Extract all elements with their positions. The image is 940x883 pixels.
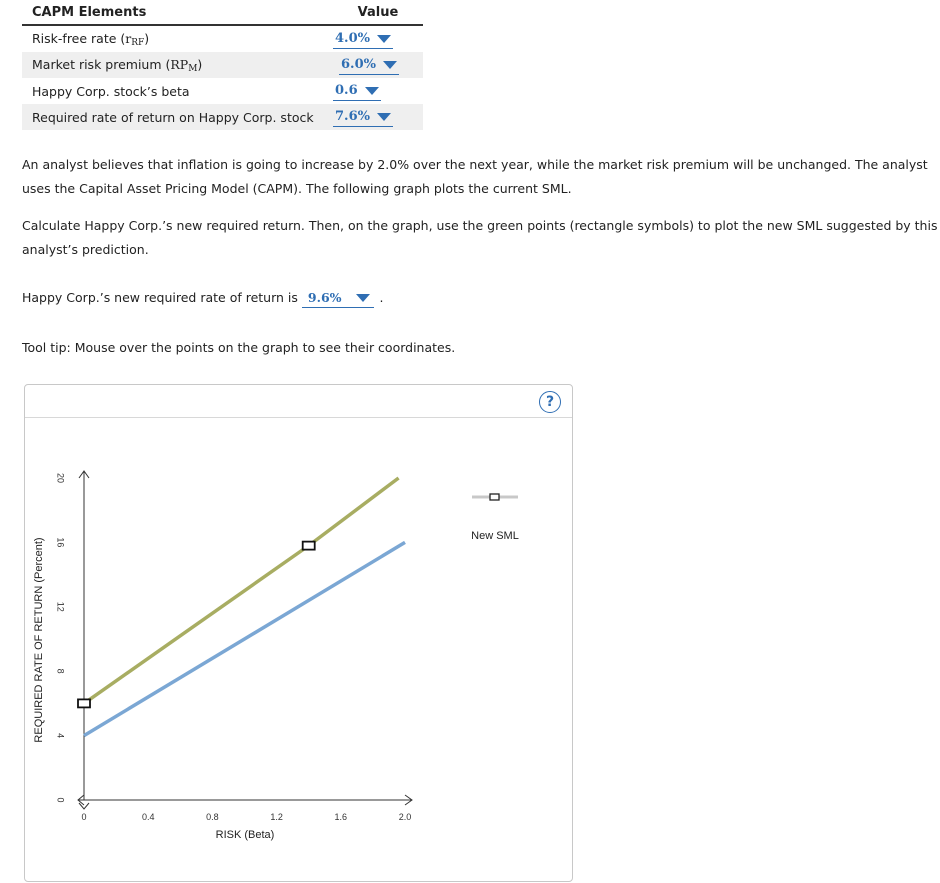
table-row (22, 78, 423, 104)
answer-prefix: Happy Corp.’s new required rate of return is (22, 290, 298, 305)
capm-table (22, 3, 423, 130)
dropdown-value: 9.6% (307, 290, 342, 305)
risk-free-rate-dropdown[interactable] (333, 31, 393, 49)
answer-suffix: . (379, 290, 384, 305)
table-row (22, 52, 423, 78)
y-tick-label: 8 (55, 668, 66, 674)
chevron-down-icon (356, 294, 370, 302)
help-icon[interactable]: ? (539, 391, 561, 413)
table-header-row (22, 3, 423, 25)
chevron-down-icon (377, 113, 391, 121)
graph-panel (24, 384, 573, 882)
new-required-return-dropdown[interactable] (302, 290, 374, 308)
chevron-down-icon (365, 87, 379, 95)
y-axis-label: REQUIRED RATE OF RETURN (Percent) (33, 537, 45, 743)
dropdown-value: 6.0% (341, 56, 376, 72)
row-label: Risk-free rate $(r_{RF})$ (32, 30, 150, 48)
x-tick-label: 0.8 (206, 812, 219, 822)
dropdown-value: 4.0% (335, 30, 370, 46)
table-row (22, 104, 423, 130)
x-tick-label: 1.6 (334, 812, 348, 822)
column-header-elements: CAPM Elements (22, 3, 333, 25)
y-tick-label: 0 (55, 797, 66, 803)
instruction-paragraph: Calculate Happy Corp.’s new required return. Then, on the graph, use the green points (rectangle symbols) to plot the new SML suggested by this analyst’s prediction. (22, 218, 938, 257)
graph-toolbar (25, 385, 572, 418)
beta-dropdown[interactable] (333, 83, 381, 101)
x-tick-label: 2.0 (398, 812, 412, 822)
x-axis-label: RISK (Beta) (215, 829, 275, 841)
row-label: Market risk premium $(RP_M)$ (22, 52, 333, 78)
answer-line (22, 286, 938, 310)
column-header-value: Value (333, 3, 423, 25)
x-tick-label: 0.4 (141, 812, 155, 822)
market-risk-premium-dropdown[interactable] (339, 57, 399, 75)
x-tick-label: 0 (81, 812, 87, 822)
chevron-down-icon (383, 61, 397, 69)
y-tick-label: 4 (55, 733, 66, 739)
y-tick-label: 12 (55, 601, 66, 612)
tooltip-text: Tool tip: Mouse over the points on the graph to see their coordinates. (22, 340, 456, 355)
question-paragraph: An analyst believes that inflation is going to increase by 2.0% over the next year, while the market risk premium will be unchanged. The analyst uses the Capital Asset Pricing Model (CAPM). The following graph plots the current SML. (22, 157, 928, 196)
y-tick-label: 20 (55, 472, 66, 484)
x-tick-label: 1.2 (270, 812, 283, 822)
y-tick-label: 16 (55, 537, 66, 548)
required-return-dropdown[interactable] (333, 109, 393, 127)
chevron-down-icon (377, 35, 391, 43)
table-row (22, 25, 423, 52)
row-label: Required rate of return on Happy Corp. stock (22, 104, 333, 130)
row-label: Happy Corp. stock’s beta (32, 83, 190, 99)
dropdown-value: 0.6 (335, 82, 358, 98)
dropdown-value: 7.6% (335, 108, 370, 124)
legend-label: New SML (471, 530, 519, 542)
